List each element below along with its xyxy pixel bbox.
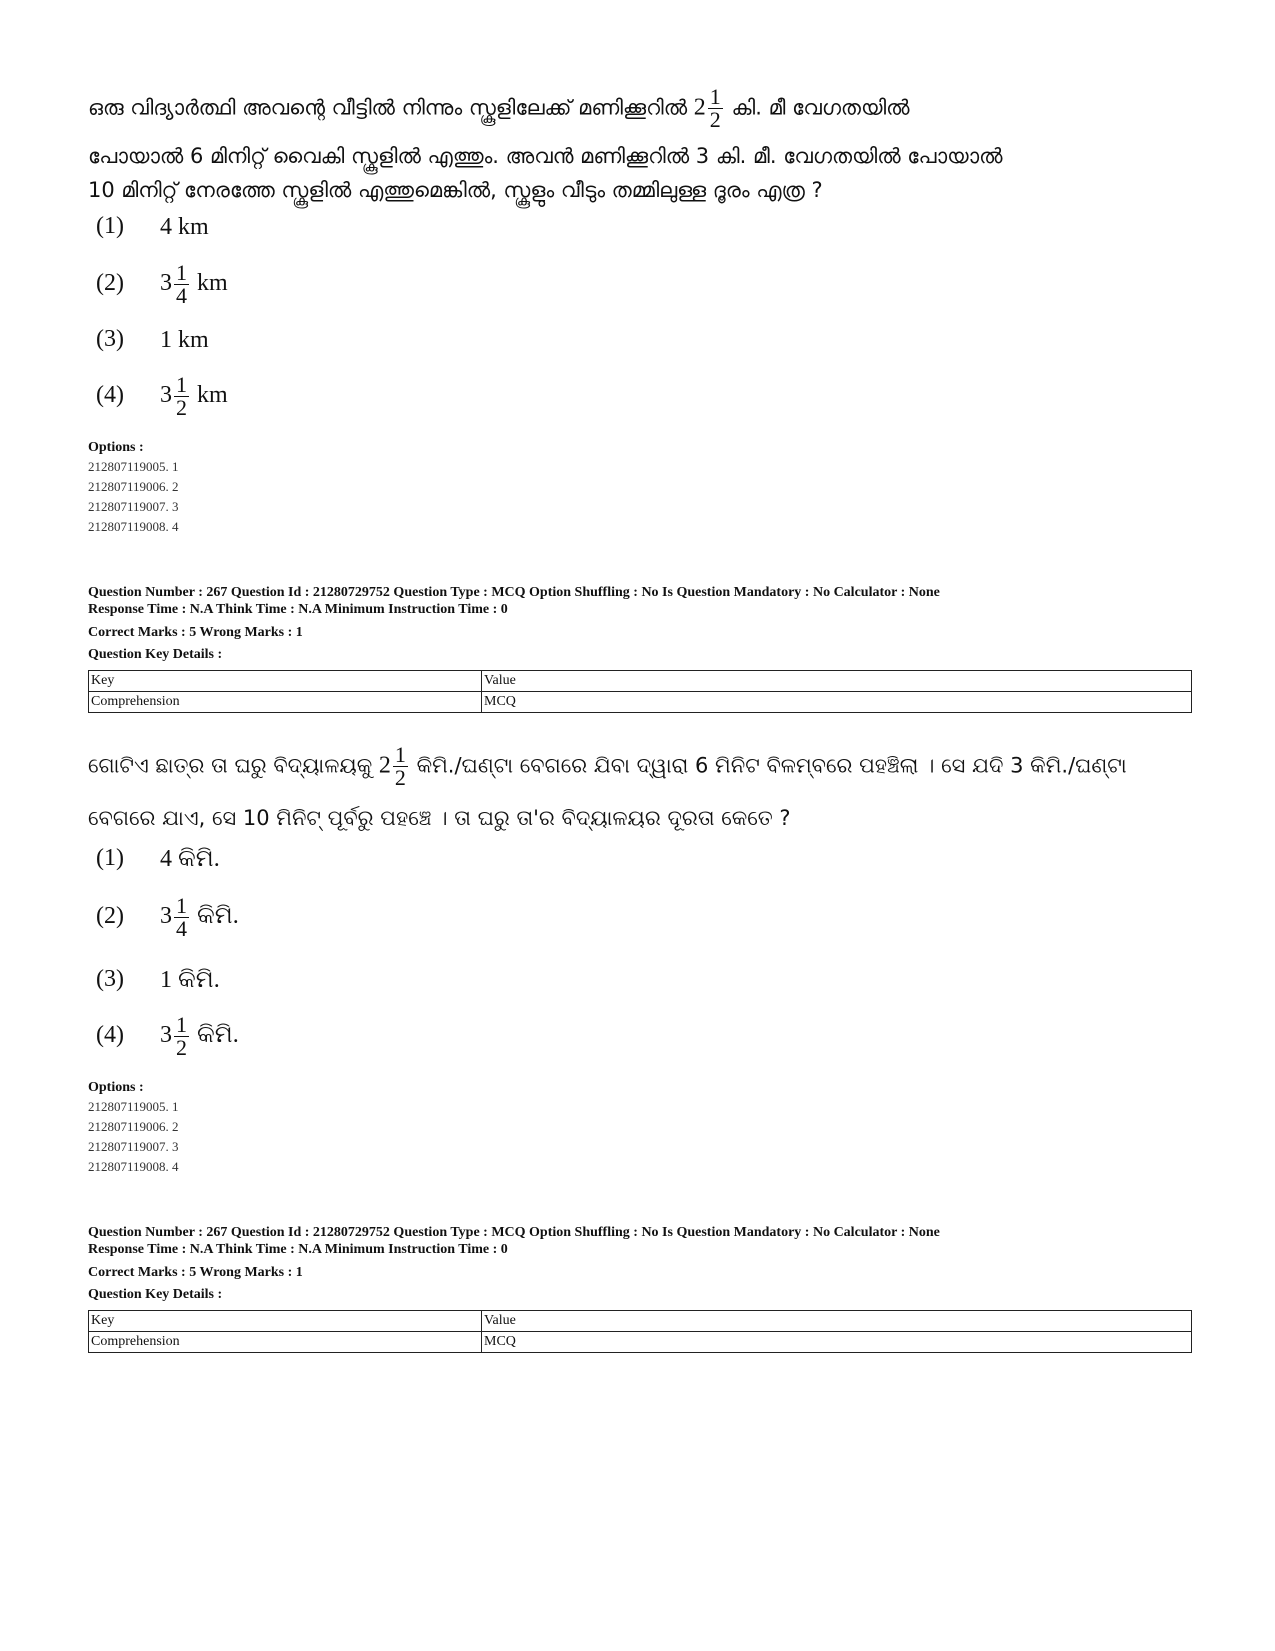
table-cell-value: MCQ [482,692,1192,713]
table-header-key: Key [89,1311,482,1332]
key-details-table [88,1310,1192,1353]
option-label: (1) [96,213,124,239]
fraction [174,262,189,307]
option-3 [96,966,220,994]
option-label: (3) [96,966,124,992]
option-label: (4) [96,1022,124,1049]
question-meta-line: Response Time : N.A Think Time : N.A Minimum Instruction Time : 0 [88,602,508,617]
option-label: (2) [96,270,124,297]
table-row [89,1332,1192,1353]
option-value: 3 [160,382,172,409]
fraction-numerator: 1 [176,260,187,285]
option-label: (4) [96,382,124,409]
fraction-denominator: 4 [176,916,187,941]
table-header-value: Value [482,1311,1192,1332]
key-details-title: Question Key Details : [88,647,223,662]
option-unit: km [197,270,228,297]
table-header-key: Key [89,671,482,692]
option-unit: km [178,326,209,353]
key-details-table [88,670,1192,713]
option-unit: କିମି. [197,903,239,930]
options-title: Options : [88,1080,144,1095]
option-id: 212807119005. 1 [88,459,179,474]
option-value: 1 [160,326,172,353]
fraction-denominator: 4 [176,283,187,308]
option-unit: କିମି. [178,966,220,993]
fraction-denominator: 2 [394,765,406,790]
table-row [89,692,1192,713]
table-header-row [89,1311,1192,1332]
fraction-whole: 2 [378,752,391,779]
fraction [393,744,408,789]
option-id: 212807119008. 4 [88,1159,179,1174]
option-id: 212807119006. 2 [88,479,179,494]
option-label: (1) [96,845,124,871]
option-unit: କିମି. [178,845,220,872]
option-unit: km [178,213,209,240]
fraction [708,86,723,131]
marks-line: Correct Marks : 5 Wrong Marks : 1 [88,625,303,640]
option-value: 4 [160,845,172,872]
options-title: Options : [88,440,144,455]
option-value: 1 [160,966,172,993]
option-id: 212807119007. 3 [88,499,179,514]
option-value: 4 [160,213,172,240]
option-label: (3) [96,326,124,352]
key-details-title: Question Key Details : [88,1287,223,1302]
fraction-numerator: 1 [176,893,187,918]
fraction [174,895,189,940]
fraction-denominator: 2 [176,395,187,420]
question-line [88,86,910,131]
question-meta-line: Question Number : 267 Question Id : 21280729752 Question Type : MCQ Option Shuffling : No Is Question Mandatory : No Calculator : None [88,1225,940,1240]
option-id: 212807119008. 4 [88,519,179,534]
table-cell-value: MCQ [482,1332,1192,1353]
option-1 [96,213,209,241]
fraction-denominator: 2 [709,107,721,132]
option-value: 3 [160,270,172,297]
option-unit: କିମି. [197,1022,239,1049]
question-text-part: ഒരു വിദ്യാർത്ഥി അവന്റെ വീട്ടിൽ നിന്നും സ്കൂളിലേക്ക് മണിക്കൂറിൽ [88,95,694,120]
fraction-denominator: 2 [176,1035,187,1060]
question-text-part: ଗୋଟିଏ ଛାତ୍ର ତା ଘରୁ ବିଦ୍ୟାଳୟକୁ [88,753,379,778]
option-id: 212807119006. 2 [88,1119,179,1134]
marks-line: Correct Marks : 5 Wrong Marks : 1 [88,1265,303,1280]
option-value: 3 [160,903,172,930]
question-text-part: കി. മീ വേഗതയിൽ [724,95,910,120]
question-line: 10 മിനിറ്റ് നേരത്തേ സ്കൂളിൽ എത്തുമെങ്കിൽ, സ്കൂളും വീടും തമ്മിലുള്ള ദൂരം എത്ര ? [88,178,823,202]
table-header-value: Value [482,671,1192,692]
fraction-whole: 2 [693,94,706,121]
question-line [88,744,1127,789]
option-4 [96,374,228,419]
table-cell-key: Comprehension [89,692,482,713]
fraction [174,1014,189,1059]
option-1 [96,845,220,873]
fraction-numerator: 1 [176,372,187,397]
option-id: 212807119005. 1 [88,1099,179,1114]
option-3 [96,326,209,354]
option-label: (2) [96,903,124,930]
option-id: 212807119007. 3 [88,1139,179,1154]
option-2 [96,262,228,307]
fraction-numerator: 1 [394,742,406,767]
table-cell-key: Comprehension [89,1332,482,1353]
question-line: പോയാൽ 6 മിനിറ്റ് വൈകി സ്കൂളിൽ എത്തും. അവൻ മണിക്കൂറിൽ 3 കി. മീ. വേഗതയിൽ പോയാൽ [88,144,1003,168]
option-value: 3 [160,1022,172,1049]
option-4 [96,1014,239,1059]
option-unit: km [197,382,228,409]
question-line: ବେଗରେ ଯାଏ, ସେ 10 ମିନିଟ୍ ପୂର୍ବରୁ ପହଞ୍ଚେ । ତା ଘରୁ ତା'ର ବିଦ୍ୟାଳୟର ଦୂରତା କେତେ ? [88,806,791,830]
fraction-numerator: 1 [709,84,721,109]
option-2 [96,895,239,940]
fraction [174,374,189,419]
question-text-part: କିମି./ଘଣ୍ଟା ବେଗରେ ଯିବା ଦ୍ୱାରା 6 ମିନିଟ ବିଳମ୍ବରେ ପହଞ୍ଚିଲା । ସେ ଯଦି 3 କିମି./ଘଣ୍ଟା [409,753,1127,778]
fraction-numerator: 1 [176,1012,187,1037]
question-meta-line: Response Time : N.A Think Time : N.A Minimum Instruction Time : 0 [88,1242,508,1257]
table-header-row [89,671,1192,692]
question-meta-line: Question Number : 267 Question Id : 21280729752 Question Type : MCQ Option Shuffling : No Is Question Mandatory : No Calculator : None [88,585,940,600]
